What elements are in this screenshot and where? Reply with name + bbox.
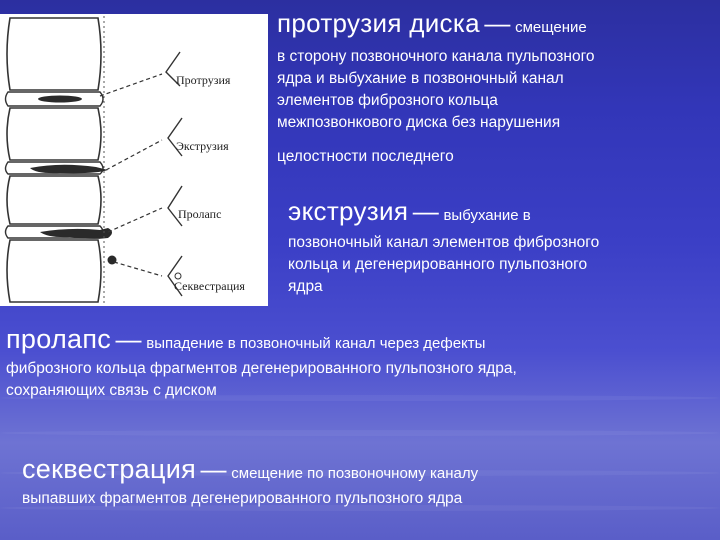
extrusion-definition — [288, 196, 718, 298]
extrusion-first-words: выбухание в — [443, 207, 531, 224]
nucleus-protrusion — [38, 96, 82, 103]
label-sequestration: Секвестрация — [174, 279, 245, 293]
sequestration-term: секвестрация — [22, 454, 197, 484]
sequestration-definition — [22, 454, 712, 510]
vertebra-1 — [7, 18, 101, 90]
label-protrusion: Протрузия — [176, 73, 231, 87]
sequestration-line: выпавших фрагментов дегенерированного пульпозного ядра — [22, 490, 463, 507]
prolapse-term: пролапс — [6, 324, 112, 354]
extrusion-term: экструзия — [288, 196, 409, 226]
nucleus-sequestration — [108, 256, 117, 265]
protrusion-line: межпозвонкового диска без нарушения — [277, 114, 561, 131]
protrusion-line: в сторону позвоночного канала пульпозного — [277, 48, 595, 65]
label-extrusion: Экструзия — [176, 139, 229, 153]
protrusion-first-words: смещение — [515, 19, 587, 36]
vertebra-2 — [7, 108, 101, 160]
protrusion-term: протрузия диска — [277, 8, 480, 38]
prolapse-dash: — — [115, 324, 142, 354]
spine-diagram — [0, 14, 268, 306]
extrusion-line: позвоночный канал элементов фиброзного — [288, 234, 600, 251]
protrusion-line: ядра и выбухание в позвоночный канал — [277, 70, 564, 87]
vertebra-4 — [7, 240, 101, 302]
prolapse-line: фиброзного кольца фрагментов дегенерированного пульпозного ядра, — [6, 360, 517, 377]
prolapse-first-words: выпадение в позвоночный канал через дефекты — [146, 335, 486, 352]
prolapse-definition — [6, 324, 716, 402]
protrusion-line: целостности последнего — [277, 148, 454, 165]
spine-illustration — [0, 14, 268, 306]
protrusion-definition — [277, 8, 717, 168]
extrusion-line: ядра — [288, 278, 323, 295]
label-prolapse: Пролапс — [178, 207, 222, 221]
extrusion-dash: — — [412, 196, 439, 226]
extrusion-line: кольца и дегенерированного пульпозного — [288, 256, 588, 273]
background-ripple — [0, 430, 720, 436]
protrusion-dash: — — [484, 8, 511, 38]
prolapse-line: сохраняющих связь с диском — [6, 382, 217, 399]
protrusion-line: элементов фиброзного кольца — [277, 92, 498, 109]
vertebra-3 — [7, 176, 101, 224]
sequestration-first-words: смещение по позвоночному каналу — [231, 465, 479, 482]
sequestration-dash: — — [200, 454, 227, 484]
